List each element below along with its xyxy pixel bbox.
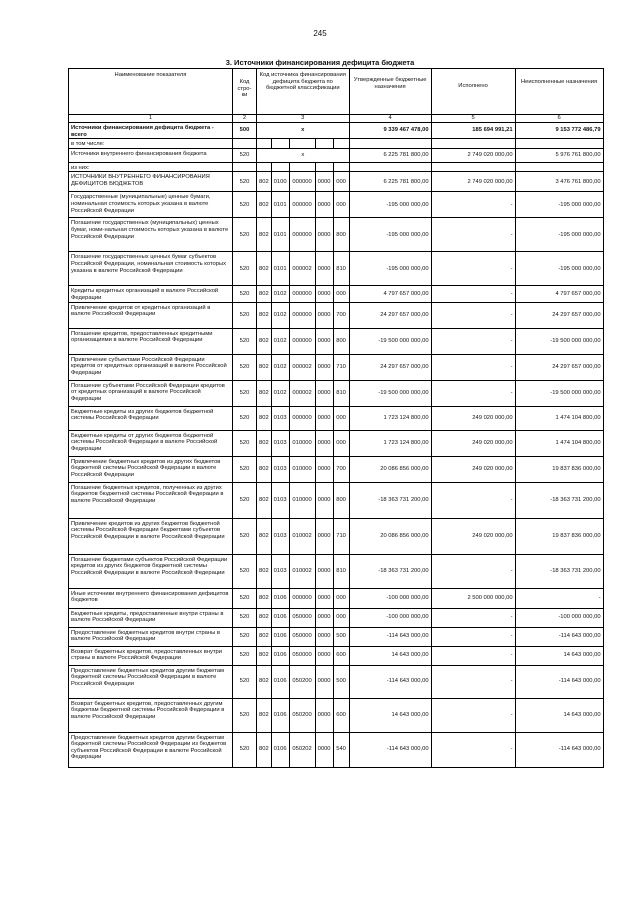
executed-value: - xyxy=(431,608,515,627)
indicator-name: Привлечение кредитов из других бюджетов бюджетной системы Российской Федерации бюджетами субъектов Российской Федерации в валюте Российской Федерации xyxy=(69,518,233,554)
source-code-kind: 0000 xyxy=(315,608,333,627)
executed-value: 2 749 020 000,00 xyxy=(431,172,515,192)
executed-value: - xyxy=(431,380,515,406)
approved-value: -19 500 000 000,00 xyxy=(349,328,431,354)
source-code-admin: 802 xyxy=(257,218,272,252)
line-code: 520 xyxy=(233,328,257,354)
approved-value: -114 643 000,00 xyxy=(349,665,431,698)
approved-value: 1 723 124 800,00 xyxy=(349,406,431,430)
unexecuted-value: 9 153 772 486,79 xyxy=(515,123,603,139)
executed-value: - xyxy=(431,732,515,767)
unexecuted-value: 14 643 000,00 xyxy=(515,646,603,665)
unexecuted-value: 19 837 836 000,00 xyxy=(515,456,603,482)
table-row xyxy=(69,698,604,732)
line-code: 520 xyxy=(233,406,257,430)
source-code-article: 000000 xyxy=(289,218,315,252)
table-row xyxy=(69,218,604,252)
source-code-kind: 0000 xyxy=(315,732,333,767)
source-code-group: 0106 xyxy=(271,608,289,627)
approved-value: -100 000 000,00 xyxy=(349,608,431,627)
table-row xyxy=(69,518,604,554)
indicator-name: Погашение кредитов, предоставленных кредитными организациями в валюте Российской Федерации xyxy=(69,328,233,354)
executed-value: - xyxy=(431,286,515,302)
source-code-class: 810 xyxy=(333,252,349,286)
line-code: 520 xyxy=(233,302,257,328)
executed-value: 249 020 000,00 xyxy=(431,456,515,482)
approved-value: 6 225 781 800,00 xyxy=(349,148,431,162)
unexecuted-value: - xyxy=(515,588,603,608)
source-code-group: 0106 xyxy=(271,665,289,698)
executed-value: - xyxy=(431,627,515,646)
indicator-name: Источники внутреннего финансирования бюджета xyxy=(69,148,233,162)
table-row xyxy=(69,665,604,698)
column-index: 1 xyxy=(69,115,233,123)
source-code-class: 000 xyxy=(333,608,349,627)
source-code-class: 810 xyxy=(333,380,349,406)
source-code-group: 0106 xyxy=(271,627,289,646)
indicator-name: Погашение бюджетами субъектов Российской Федерации кредитов из других бюджетов бюджетной системы Российской Федерации в валюте Российской Федерации xyxy=(69,554,233,588)
executed-value: 249 020 000,00 xyxy=(431,518,515,554)
code-part xyxy=(271,139,289,149)
table-row xyxy=(69,354,604,380)
unexecuted-value xyxy=(515,139,603,149)
line-code: 520 xyxy=(233,192,257,218)
table-row xyxy=(69,482,604,518)
source-code-group: 0106 xyxy=(271,588,289,608)
approved-value: -18 363 731 200,00 xyxy=(349,482,431,518)
source-code-kind: 0000 xyxy=(315,192,333,218)
table-row xyxy=(69,286,604,302)
line-code: 520 xyxy=(233,627,257,646)
approved-value: 20 086 856 000,00 xyxy=(349,456,431,482)
indicator-name: Погашение субъектами Российской Федерации кредитов от кредитных организаций в валюте Российской Федерации xyxy=(69,380,233,406)
source-code-group: 0102 xyxy=(271,328,289,354)
approved-value xyxy=(349,139,431,149)
source-code-class: 000 xyxy=(333,430,349,456)
source-code-admin: 802 xyxy=(257,665,272,698)
indicator-name: Бюджетные кредиты, предоставленные внутри страны в валюте Российской Федерации xyxy=(69,608,233,627)
source-code: x xyxy=(257,123,350,139)
source-code-kind: 0000 xyxy=(315,698,333,732)
line-code: 520 xyxy=(233,588,257,608)
table-row xyxy=(69,148,604,162)
source-code-article: 010000 xyxy=(289,456,315,482)
table-row xyxy=(69,172,604,192)
indicator-name: Привлечение кредитов от кредитных организаций в валюте Российской Федерации xyxy=(69,302,233,328)
source-code-class: 000 xyxy=(333,172,349,192)
table-row xyxy=(69,456,604,482)
source-code-article: 000000 xyxy=(289,192,315,218)
source-code-admin: 802 xyxy=(257,646,272,665)
source-code-admin: 802 xyxy=(257,354,272,380)
line-code: 520 xyxy=(233,646,257,665)
line-code: 520 xyxy=(233,518,257,554)
column-index: 2 xyxy=(233,115,257,123)
unexecuted-value: -114 643 000,00 xyxy=(515,665,603,698)
executed-value xyxy=(431,162,515,172)
unexecuted-value: 24 297 657 000,00 xyxy=(515,302,603,328)
line-code: 520 xyxy=(233,252,257,286)
source-code-kind: 0000 xyxy=(315,354,333,380)
source-code-article: 050000 xyxy=(289,627,315,646)
executed-value: - xyxy=(431,302,515,328)
source-code-kind: 0000 xyxy=(315,482,333,518)
source-code-class: 810 xyxy=(333,554,349,588)
source-code-kind: 0000 xyxy=(315,554,333,588)
line-code: 520 xyxy=(233,286,257,302)
source-code-group: 0103 xyxy=(271,430,289,456)
executed-value: 249 020 000,00 xyxy=(431,406,515,430)
line-code: 520 xyxy=(233,456,257,482)
indicator-name: ИСТОЧНИКИ ВНУТРЕННЕГО ФИНАНСИРОВАНИЯ ДЕФИЦИТОВ БЮДЖЕТОВ xyxy=(69,172,233,192)
source-code-kind: 0000 xyxy=(315,252,333,286)
source-code-kind: 0000 xyxy=(315,328,333,354)
source-code-article: 050202 xyxy=(289,732,315,767)
approved-value: -195 000 000,00 xyxy=(349,218,431,252)
source-code-kind: 0000 xyxy=(315,646,333,665)
source-code-group: 0103 xyxy=(271,518,289,554)
indicator-name: Кредиты кредитных организаций в валюте Российской Федерации xyxy=(69,286,233,302)
source-code-kind: 0000 xyxy=(315,627,333,646)
source-code-admin: 802 xyxy=(257,430,272,456)
indicator-name: Иные источники внутреннего финансирования дефицитов бюджетов xyxy=(69,588,233,608)
source-code-article: 050200 xyxy=(289,665,315,698)
source-code-article: 000000 xyxy=(289,588,315,608)
header-approved: Утвержденные бюджетные назначения xyxy=(349,69,431,115)
source-code-group: 0101 xyxy=(271,252,289,286)
indicator-name: Возврат бюджетных кредитов, предоставленных другим бюджетам бюджетной системы Российской Федерации в валюте Российской Федерации xyxy=(69,698,233,732)
line-code: 520 xyxy=(233,608,257,627)
table-row xyxy=(69,430,604,456)
indicator-name: в том числе: xyxy=(69,139,233,149)
source-code-admin: 802 xyxy=(257,482,272,518)
line-code: 520 xyxy=(233,218,257,252)
source-code-kind: 0000 xyxy=(315,518,333,554)
source-code-group: 0103 xyxy=(271,456,289,482)
source-code-article: 000000 xyxy=(289,406,315,430)
indicator-name: Предоставление бюджетных кредитов внутри страны в валюте Российской Федерации xyxy=(69,627,233,646)
executed-value: - xyxy=(431,698,515,732)
table-row xyxy=(69,192,604,218)
source-code-class: 710 xyxy=(333,354,349,380)
executed-value: - xyxy=(431,328,515,354)
column-index: 4 xyxy=(349,115,431,123)
table-row xyxy=(69,627,604,646)
approved-value: 14 643 000,00 xyxy=(349,646,431,665)
source-code-group: 0100 xyxy=(271,172,289,192)
code-part xyxy=(257,139,272,149)
indicator-name: Погашение бюджетных кредитов, полученных из других бюджетов бюджетной системы Российской Федерации в валюте Российской Федерации xyxy=(69,482,233,518)
line-code: 520 xyxy=(233,148,257,162)
source-code-class: 700 xyxy=(333,302,349,328)
indicator-name: Погашение государственных ценных бумаг субъектов Российской Федерации, номинальная стоимость которых указана в валюте Российской Федерации xyxy=(69,252,233,286)
approved-value: 20 086 856 000,00 xyxy=(349,518,431,554)
indicator-name: Привлечение бюджетных кредитов из других бюджетов бюджетной системы Российской Федерации в валюте Российской Федерации xyxy=(69,456,233,482)
source-code-article: 000002 xyxy=(289,252,315,286)
line-code: 520 xyxy=(233,380,257,406)
source-code-group: 0102 xyxy=(271,302,289,328)
source-code-class: 800 xyxy=(333,482,349,518)
executed-value: - xyxy=(431,482,515,518)
executed-value: - xyxy=(431,354,515,380)
executed-value: - xyxy=(431,218,515,252)
source-code-group: 0102 xyxy=(271,354,289,380)
line-code: 520 xyxy=(233,172,257,192)
source-code-article: 000000 xyxy=(289,328,315,354)
table-row xyxy=(69,406,604,430)
code-part xyxy=(315,139,333,149)
source-code-kind: 0000 xyxy=(315,380,333,406)
indicator-name: Государственные (муниципальные) ценные бумаги, номинальная стоимость которых указана в валюте Российской Федерации xyxy=(69,192,233,218)
table-row xyxy=(69,554,604,588)
source-code-article: 000002 xyxy=(289,380,315,406)
table-row xyxy=(69,139,604,149)
source-code-admin: 802 xyxy=(257,252,272,286)
source-code-kind: 0000 xyxy=(315,588,333,608)
approved-value: 4 797 657 000,00 xyxy=(349,286,431,302)
unexecuted-value: 19 837 836 000,00 xyxy=(515,518,603,554)
header-name: Наименование показателя xyxy=(69,69,233,115)
source-code-kind: 0000 xyxy=(315,172,333,192)
source-code-class: 800 xyxy=(333,218,349,252)
executed-value: - xyxy=(431,192,515,218)
table-row xyxy=(69,328,604,354)
line-code xyxy=(233,162,257,172)
source-code-admin: 802 xyxy=(257,627,272,646)
indicator-name: Привлечение субъектами Российской Федерации кредитов от кредитных организаций в валюте Российской Федерации xyxy=(69,354,233,380)
executed-value: 2 500 000 000,00 xyxy=(431,588,515,608)
unexecuted-value: 4 797 657 000,00 xyxy=(515,286,603,302)
table-row xyxy=(69,732,604,767)
code-part xyxy=(271,162,289,172)
code-part xyxy=(257,162,272,172)
source-code-admin: 802 xyxy=(257,380,272,406)
section-title: 3. Источники финансирования дефицита бюджета xyxy=(225,58,415,67)
table-row xyxy=(69,302,604,328)
unexecuted-value xyxy=(515,162,603,172)
deficit-sources-table xyxy=(68,68,604,768)
indicator-name: Возврат бюджетных кредитов, предоставленных внутри страны в валюте Российской Федерации xyxy=(69,646,233,665)
executed-value: - xyxy=(431,646,515,665)
source-code-admin: 802 xyxy=(257,172,272,192)
unexecuted-value: 24 297 657 000,00 xyxy=(515,354,603,380)
approved-value: -100 000 000,00 xyxy=(349,588,431,608)
source-code-admin: 802 xyxy=(257,608,272,627)
source-code-class: 500 xyxy=(333,665,349,698)
unexecuted-value: -195 000 000,00 xyxy=(515,252,603,286)
code-part xyxy=(333,162,349,172)
table-row xyxy=(69,162,604,172)
executed-value: 249 020 000,00 xyxy=(431,430,515,456)
indicator-name: из них: xyxy=(69,162,233,172)
source-code-class: 600 xyxy=(333,698,349,732)
table-row xyxy=(69,123,604,139)
source-code-article: 010002 xyxy=(289,554,315,588)
source-code-admin: 802 xyxy=(257,406,272,430)
source-code-admin: 802 xyxy=(257,192,272,218)
line-code: 520 xyxy=(233,354,257,380)
approved-value xyxy=(349,162,431,172)
approved-value: -114 643 000,00 xyxy=(349,732,431,767)
unexecuted-value: -114 643 000,00 xyxy=(515,627,603,646)
unexecuted-value: -100 000 000,00 xyxy=(515,608,603,627)
line-code: 520 xyxy=(233,430,257,456)
source-code-group: 0101 xyxy=(271,218,289,252)
source-code-article: 010000 xyxy=(289,482,315,518)
indicator-name: Бюджетные кредиты из других бюджетов бюджетной системы Российской Федерации xyxy=(69,406,233,430)
unexecuted-value: -114 643 000,00 xyxy=(515,732,603,767)
source-code-class: 000 xyxy=(333,286,349,302)
indicator-name: Источники финансирования дефицита бюджета - всего xyxy=(69,123,233,139)
source-code-article: 050000 xyxy=(289,608,315,627)
header-source-code: Код источника финансирования дефицита бюджета по бюджетной классификации xyxy=(257,69,350,115)
unexecuted-value: -18 363 731 200,00 xyxy=(515,554,603,588)
source-code-group: 0102 xyxy=(271,380,289,406)
line-code: 520 xyxy=(233,665,257,698)
line-code: 520 xyxy=(233,482,257,518)
source-code-kind: 0000 xyxy=(315,286,333,302)
code-part xyxy=(315,162,333,172)
executed-value: 2 749 020 000,00 xyxy=(431,148,515,162)
source-code-group: 0103 xyxy=(271,554,289,588)
source-code-class: 000 xyxy=(333,406,349,430)
unexecuted-value: -195 000 000,00 xyxy=(515,192,603,218)
column-index-row xyxy=(69,115,604,123)
unexecuted-value: 3 476 761 800,00 xyxy=(515,172,603,192)
source-code-admin: 802 xyxy=(257,554,272,588)
approved-value: -18 363 731 200,00 xyxy=(349,554,431,588)
source-code-class: 540 xyxy=(333,732,349,767)
header-unexecuted: Неисполненные назначения xyxy=(515,69,603,115)
code-part xyxy=(333,139,349,149)
source-code-admin: 802 xyxy=(257,328,272,354)
header-row xyxy=(69,69,604,115)
unexecuted-value: -19 500 000 000,00 xyxy=(515,380,603,406)
approved-value: -19 500 000 000,00 xyxy=(349,380,431,406)
column-index: 5 xyxy=(431,115,515,123)
source-code-group: 0106 xyxy=(271,732,289,767)
approved-value: 24 297 657 000,00 xyxy=(349,302,431,328)
source-code-kind: 0000 xyxy=(315,406,333,430)
code-part xyxy=(289,139,315,149)
source-code-group: 0106 xyxy=(271,698,289,732)
source-code-admin: 802 xyxy=(257,302,272,328)
unexecuted-value: 14 643 000,00 xyxy=(515,698,603,732)
page-number: 245 xyxy=(313,29,327,38)
unexecuted-value: 5 976 761 800,00 xyxy=(515,148,603,162)
source-code-article: 000000 xyxy=(289,302,315,328)
approved-value: 14 643 000,00 xyxy=(349,698,431,732)
source-code: x xyxy=(257,148,350,162)
approved-value: 9 339 467 478,00 xyxy=(349,123,431,139)
table-row xyxy=(69,380,604,406)
header-executed: Исполнено xyxy=(431,69,515,115)
unexecuted-value: 1 474 104 800,00 xyxy=(515,430,603,456)
executed-value xyxy=(431,139,515,149)
source-code-article: 000000 xyxy=(289,286,315,302)
source-code-class: 700 xyxy=(333,456,349,482)
source-code-admin: 802 xyxy=(257,588,272,608)
executed-value: - xyxy=(431,554,515,588)
header-line-code: Код стро-ки xyxy=(233,69,257,115)
source-code-admin: 802 xyxy=(257,732,272,767)
approved-value: -195 000 000,00 xyxy=(349,252,431,286)
source-code-kind: 0000 xyxy=(315,430,333,456)
source-code-admin: 802 xyxy=(257,456,272,482)
indicator-name: Предоставление бюджетных кредитов другим бюджетам бюджетной системы Российской Федерации из бюджетов субъектов Российской Федерации в валюте Российской Федерации xyxy=(69,732,233,767)
source-code-admin: 802 xyxy=(257,286,272,302)
unexecuted-value: 1 474 104 800,00 xyxy=(515,406,603,430)
line-code: 500 xyxy=(233,123,257,139)
source-code-article: 010000 xyxy=(289,430,315,456)
table-row xyxy=(69,588,604,608)
approved-value: 24 297 657 000,00 xyxy=(349,354,431,380)
source-code-admin: 802 xyxy=(257,518,272,554)
source-code-article: 000000 xyxy=(289,172,315,192)
unexecuted-value: -18 363 731 200,00 xyxy=(515,482,603,518)
source-code-class: 500 xyxy=(333,627,349,646)
source-code-class: 800 xyxy=(333,328,349,354)
source-code-group: 0106 xyxy=(271,646,289,665)
approved-value: 6 225 781 800,00 xyxy=(349,172,431,192)
line-code: 520 xyxy=(233,732,257,767)
line-code: 520 xyxy=(233,698,257,732)
line-code xyxy=(233,139,257,149)
unexecuted-value: -195 000 000,00 xyxy=(515,218,603,252)
approved-value: -114 643 000,00 xyxy=(349,627,431,646)
column-index: 6 xyxy=(515,115,603,123)
column-index: 3 xyxy=(257,115,350,123)
source-code-article: 050000 xyxy=(289,646,315,665)
code-part xyxy=(289,162,315,172)
source-code-class: 000 xyxy=(333,588,349,608)
source-code-class: 600 xyxy=(333,646,349,665)
source-code-admin: 802 xyxy=(257,698,272,732)
source-code-article: 010002 xyxy=(289,518,315,554)
source-code-article: 000002 xyxy=(289,354,315,380)
approved-value: -195 000 000,00 xyxy=(349,192,431,218)
source-code-kind: 0000 xyxy=(315,665,333,698)
unexecuted-value: -19 500 000 000,00 xyxy=(515,328,603,354)
table-row xyxy=(69,608,604,627)
source-code-article: 050200 xyxy=(289,698,315,732)
executed-value: - xyxy=(431,665,515,698)
source-code-group: 0103 xyxy=(271,482,289,518)
source-code-group: 0101 xyxy=(271,192,289,218)
source-code-kind: 0000 xyxy=(315,302,333,328)
executed-value: 185 694 991,21 xyxy=(431,123,515,139)
line-code: 520 xyxy=(233,554,257,588)
source-code-kind: 0000 xyxy=(315,456,333,482)
indicator-name: Погашение государственных (муниципальных) ценных бумаг, номи-нальная стоимость которых указана в валюте Российской Федерации xyxy=(69,218,233,252)
source-code-group: 0103 xyxy=(271,406,289,430)
executed-value: - xyxy=(431,252,515,286)
approved-value: 1 723 124 800,00 xyxy=(349,430,431,456)
table-row xyxy=(69,252,604,286)
table-row xyxy=(69,646,604,665)
source-code-kind: 0000 xyxy=(315,218,333,252)
indicator-name: Бюджетные кредиты от других бюджетов бюджетной системы Российской Федерации в валюте Российской Федерации xyxy=(69,430,233,456)
source-code-group: 0102 xyxy=(271,286,289,302)
source-code-class: 710 xyxy=(333,518,349,554)
indicator-name: Предоставление бюджетных кредитов другим бюджетам бюджетной системы Российской Федерации в валюте Российской Федерации xyxy=(69,665,233,698)
source-code-class: 000 xyxy=(333,192,349,218)
